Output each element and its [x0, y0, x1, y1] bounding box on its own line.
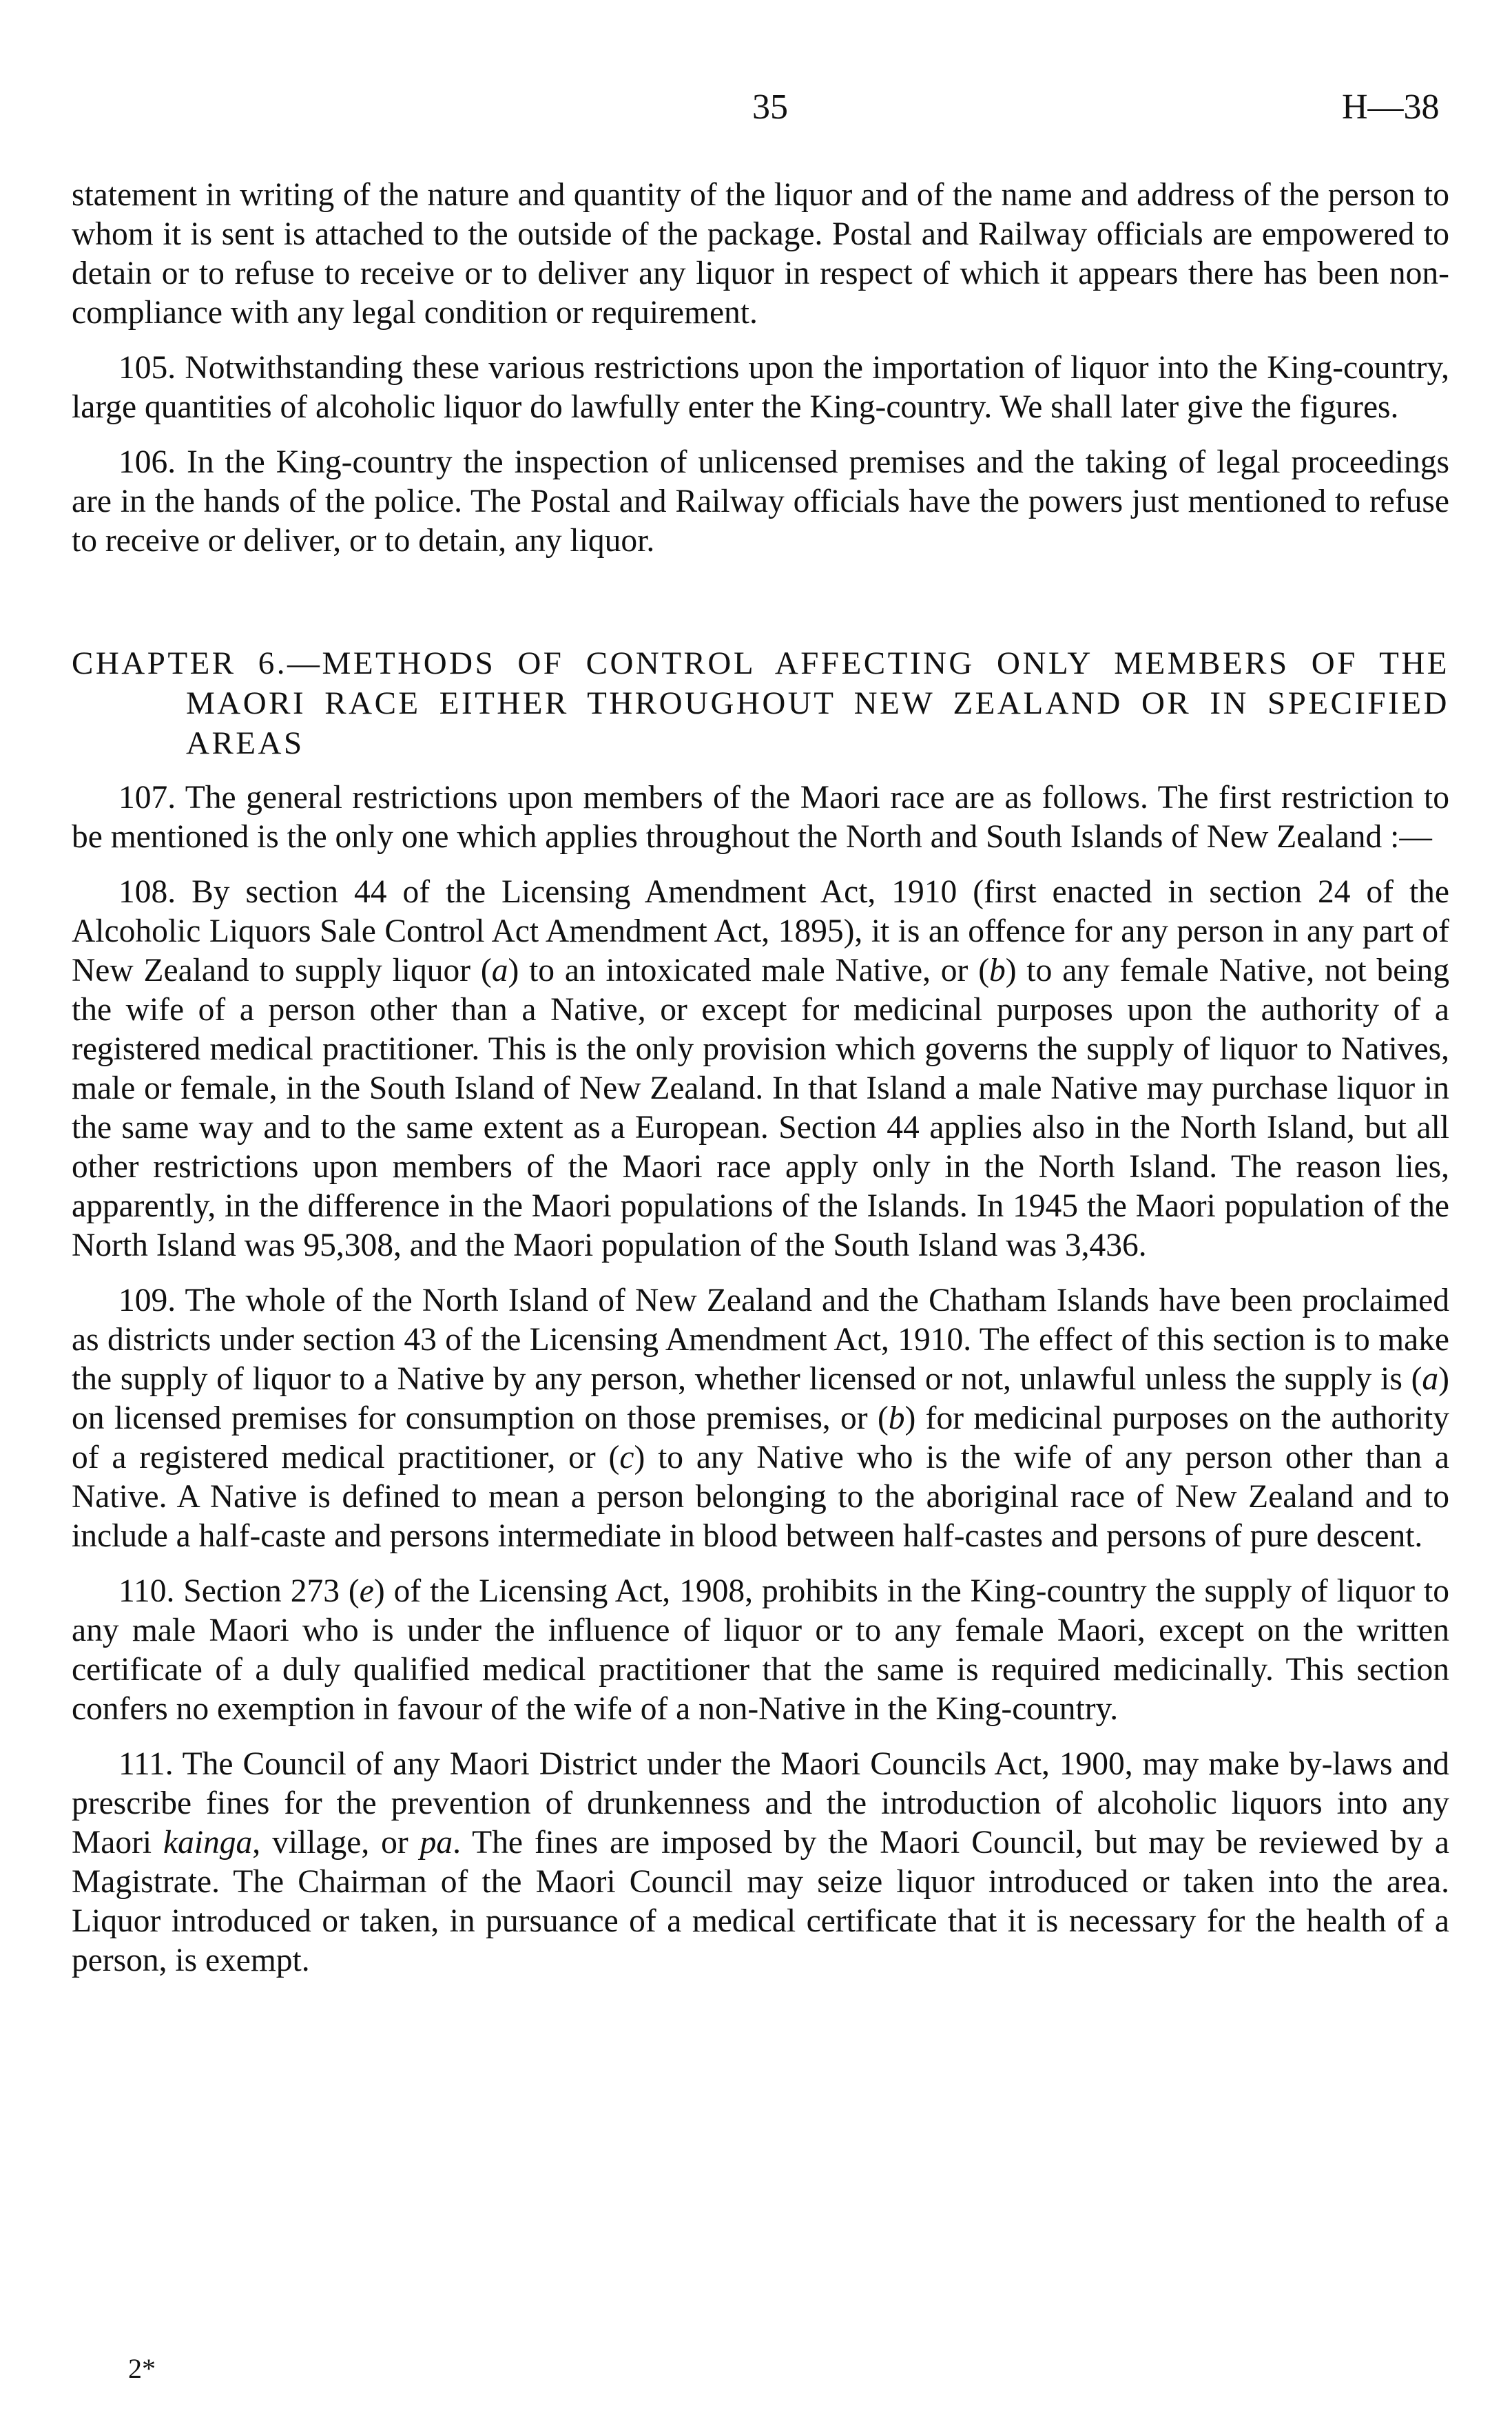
body-text — [72, 176, 1449, 1996]
paragraph-105: 105. Notwithstanding these various restrictions upon the importation of liquor into the King-country, large quantities of alcoholic liquor do lawfully enter the King-country. We shall later give the figures. — [72, 350, 1449, 425]
paragraph-continued: statement in writing of the nature and quantity of the liquor and of the name and address of the person to whom it is sent is attached to the outside of the package. Postal and Railway officials are empowered to detain or to refuse to receive or to deliver any liquor in respect of which it appears there has been non-compliance with any legal condition or requirement. — [72, 177, 1449, 331]
page-header — [0, 87, 1512, 135]
paragraph-110: 110. Section 273 (e) of the Licensing Act, 1908, prohibits in the King-country the supply of liquor to any male Maori who is under the influence of liquor or to any female Maori, except on the written certificate of a duly qualified medical practitioner that the same is required medicinally. This section confers no exemption in favour of the wife of a non-Native in the King-country. — [72, 1573, 1449, 1727]
paragraph-108: 108. By section 44 of the Licensing Amendment Act, 1910 (first enacted in section 24 of the Alcoholic Liquors Sale Control Act Amendment Act, 1895), it is an offence for any person in any part of New Zealand to supply liquor (a) to an intoxicated male Native, or (b) to any female Native, not being the wife of a person other than a Native, or except for medicinal purposes upon the authority of a registered medical practitioner. This is the only provision which governs the supply of liquor to Natives, male or female, in the South Island of New Zealand. In that Island a male Native may purchase liquor in the same way and to the same extent as a European. Section 44 applies also in the North Island, but all other restrictions upon members of the Maori race apply only in the North Island. The reason lies, apparently, in the difference in the Maori populations of the Islands. In 1945 the Maori population of the North Island was 95,308, and the Maori population of the South Island was 3,436. — [72, 874, 1449, 1263]
chapter-heading: CHAPTER 6.—METHODS OF CONTROL AFFECTING ONLY MEMBERS OF THE MAORI RACE EITHER THROUGHOUT NEW ZEALAND OR IN SPECIFIED AREAS — [72, 645, 1449, 761]
paragraph-106: 106. In the King-country the inspection of unlicensed premises and the taking of legal proceedings are in the hands of the police. The Postal and Railway officials have the powers just mentioned to refuse to receive or deliver, or to detain, any liquor. — [72, 444, 1449, 559]
document-reference: H—38 — [1342, 87, 1440, 127]
paragraph-107: 107. The general restrictions upon members of the Maori race are as follows. The first restriction to be mentioned is the only one which applies throughout the North and South Islands of New Zealand :— — [72, 780, 1449, 855]
signature-mark: 2* — [128, 2353, 156, 2384]
paragraph-111: 111. The Council of any Maori District under the Maori Councils Act, 1900, may make by-laws and prescribe fines for the prevention of drunkenness and the introduction of alcoholic liquors into any Maori kainga, village, or pa. The fines are imposed by the Maori Council, but may be reviewed by a Magistrate. The Chairman of the Maori Council may seize liquor introduced or taken into the area. Liquor introduced or taken, in pursuance of a medical certificate that it is necessary for the health of a person, is exempt. — [72, 1746, 1450, 1978]
paragraph-109: 109. The whole of the North Island of New Zealand and the Chatham Islands have been proclaimed as districts under section 43 of the Licensing Amendment Act, 1910. The effect of this section is to make the supply of liquor to a Native by any person, whether licensed or not, unlawful unless the supply is (a) on licensed premises for consumption on those premises, or (b) for medicinal purposes on the authority of a registered medical practitioner, or (c) to any Native who is the wife of any person other than a Native. A Native is defined to mean a person belonging to the aboriginal race of New Zealand and to include a half-caste and persons intermediate in blood between half-castes and persons of pure descent. — [72, 1283, 1449, 1554]
page-number: 35 — [752, 87, 788, 127]
